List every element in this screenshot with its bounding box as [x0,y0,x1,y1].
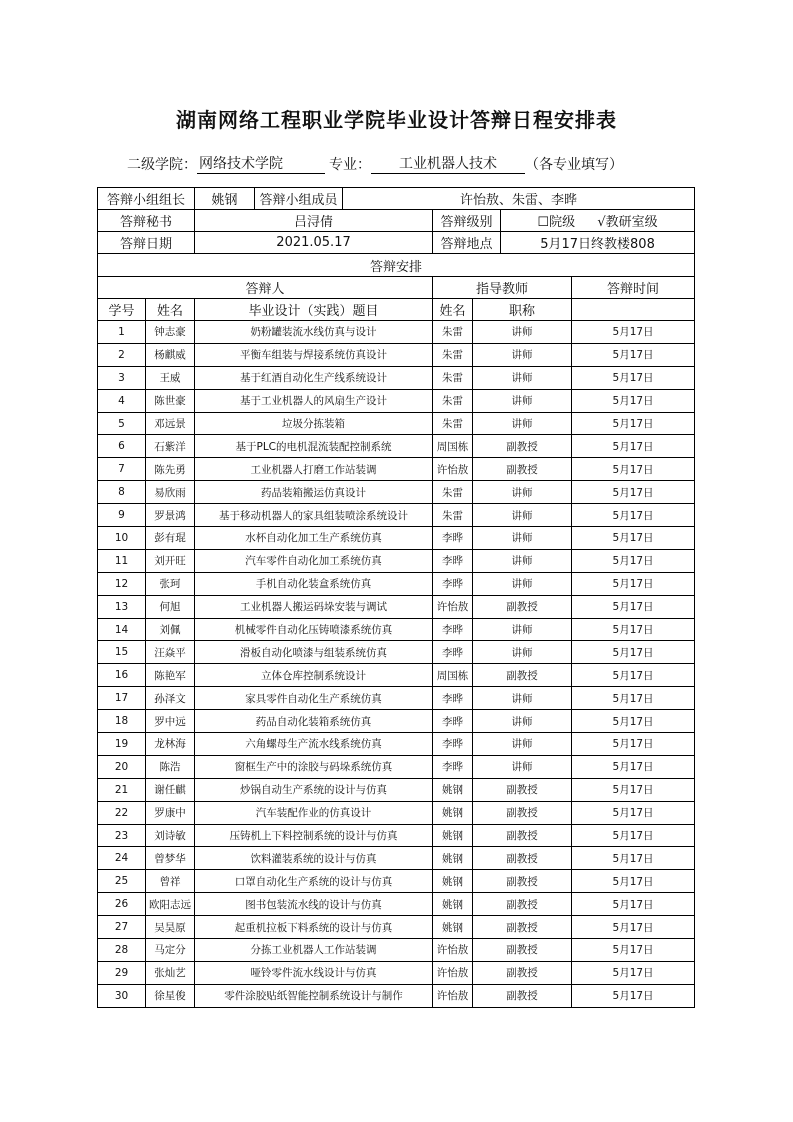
row-time: 5月17日 [572,755,695,778]
row-advisor: 许怡敖 [433,458,473,481]
row-name: 马定分 [146,939,195,962]
row-time: 5月17日 [572,847,695,870]
row-advisor-title: 副教授 [473,939,572,962]
table-row [98,710,695,733]
row-name: 徐星俊 [146,984,195,1007]
row-topic: 哑铃零件流水线设计与仿真 [195,961,433,984]
row-advisor-title: 讲师 [473,755,572,778]
row-time: 5月17日 [572,412,695,435]
row-advisor-title: 讲师 [473,687,572,710]
row-advisor: 许怡敖 [433,984,473,1007]
table-row [98,916,695,939]
row-name: 欧阳志远 [146,893,195,916]
row-name: 张灿艺 [146,961,195,984]
row-name: 陈先勇 [146,458,195,481]
row-advisor: 姚钢 [433,801,473,824]
row-name: 邓远景 [146,412,195,435]
row-name: 孙泽文 [146,687,195,710]
table-row [98,595,695,618]
row-id: 9 [98,504,146,527]
table-row [98,961,695,984]
row-topic: 手机自动化装盒系统仿真 [195,572,433,595]
table-row [98,733,695,756]
row-advisor: 许怡敖 [433,961,473,984]
row-time: 5月17日 [572,710,695,733]
row-topic: 基于工业机器人的风扇生产设计 [195,389,433,412]
row-topic: 口罩自动化生产系统的设计与仿真 [195,870,433,893]
table-row [98,939,695,962]
col-title-header: 职称 [473,299,572,321]
row-topic: 立体仓库控制系统设计 [195,664,433,687]
row-id: 16 [98,664,146,687]
table-row [98,801,695,824]
row-name: 石紫洋 [146,435,195,458]
major-value: 工业机器人技术 [371,153,525,174]
row-time: 5月17日 [572,916,695,939]
row-time: 5月17日 [572,572,695,595]
row-time: 5月17日 [572,366,695,389]
table-row [98,664,695,687]
college-label: 二级学院： [127,157,197,173]
row-topic: 图书包装流水线的设计与仿真 [195,893,433,916]
row-time: 5月17日 [572,961,695,984]
table-row [98,458,695,481]
row-advisor-title: 副教授 [473,664,572,687]
row-topic: 基于PLC的电机混流装配控制系统 [195,435,433,458]
row-time: 5月17日 [572,481,695,504]
major-label: 专业： [329,157,371,173]
row-topic: 汽车装配作业的仿真设计 [195,801,433,824]
col-id-header: 学号 [98,299,146,321]
row-id: 25 [98,870,146,893]
row-advisor: 许怡敖 [433,939,473,962]
row-id: 17 [98,687,146,710]
row-time: 5月17日 [572,939,695,962]
row-id: 3 [98,366,146,389]
row-advisor-title: 讲师 [473,527,572,550]
table-row [98,847,695,870]
col-time-header [572,299,695,321]
row-id: 23 [98,824,146,847]
row-advisor-title: 讲师 [473,343,572,366]
table-row [98,343,695,366]
row-time: 5月17日 [572,527,695,550]
place-value: 5月17日终教楼808 [501,232,695,254]
secretary-value: 吕浔倩 [195,210,433,232]
row-advisor: 朱雷 [433,389,473,412]
row-topic: 工业机器人打磨工作站装调 [195,458,433,481]
row-advisor-title: 副教授 [473,824,572,847]
row-advisor: 李晔 [433,572,473,595]
row-id: 8 [98,481,146,504]
table-row [98,549,695,572]
row-advisor: 周国栋 [433,435,473,458]
row-id: 5 [98,412,146,435]
row-topic: 窗框生产中的涂胶与码垛系统仿真 [195,755,433,778]
table-row [98,618,695,641]
row-time: 5月17日 [572,984,695,1007]
row-id: 29 [98,961,146,984]
row-id: 24 [98,847,146,870]
leader-value: 姚钢 [195,188,255,210]
row-advisor-title: 副教授 [473,916,572,939]
table-row [98,755,695,778]
row-name: 谢任麒 [146,778,195,801]
row-advisor-title: 副教授 [473,435,572,458]
row-advisor-title: 讲师 [473,481,572,504]
row-id: 2 [98,343,146,366]
row-name: 张珂 [146,572,195,595]
row-id: 7 [98,458,146,481]
page-title: 湖南网络工程职业学院毕业设计答辩日程安排表 [176,108,617,132]
level-label: 答辩级别 [433,210,501,232]
row-topic: 基于移动机器人的家具组装喷涂系统设计 [195,504,433,527]
college-value: 网络技术学院 [197,153,325,174]
table-row [98,481,695,504]
row-topic: 工业机器人搬运码垛安装与调试 [195,595,433,618]
row-time: 5月17日 [572,595,695,618]
date-label: 答辩日期 [98,232,195,254]
table-row [98,366,695,389]
row-topic: 压铸机上下料控制系统的设计与仿真 [195,824,433,847]
row-id: 18 [98,710,146,733]
row-topic: 零件涂胶贴纸智能控制系统设计与制作 [195,984,433,1007]
row-name: 刘开旺 [146,549,195,572]
row-name: 罗景鸿 [146,504,195,527]
table-row [98,778,695,801]
level-option-college: ☐院级 [537,215,576,230]
row-id: 15 [98,641,146,664]
table-row [98,321,695,344]
row-advisor-title: 讲师 [473,389,572,412]
row-id: 30 [98,984,146,1007]
row-name: 陈艳军 [146,664,195,687]
row-advisor-title: 副教授 [473,778,572,801]
table-row [98,641,695,664]
row-name: 刘诗敏 [146,824,195,847]
row-topic: 基于红酒自动化生产线系统设计 [195,366,433,389]
row-topic: 滑板自动化喷漆与组装系统仿真 [195,641,433,664]
row-topic: 起重机拉板下料系统的设计与仿真 [195,916,433,939]
table-row [98,824,695,847]
row-name: 陈浩 [146,755,195,778]
row-name: 钟志豪 [146,321,195,344]
row-topic: 机械零件自动化压铸喷漆系统仿真 [195,618,433,641]
row-topic: 饮料灌装系统的设计与仿真 [195,847,433,870]
row-topic: 六角螺母生产流水线系统仿真 [195,733,433,756]
row-advisor: 姚钢 [433,870,473,893]
row-name: 何旭 [146,595,195,618]
row-id: 19 [98,733,146,756]
row-id: 1 [98,321,146,344]
info-line [127,153,623,174]
row-time: 5月17日 [572,687,695,710]
row-topic: 炒锅自动生产系统的设计与仿真 [195,778,433,801]
row-time: 5月17日 [572,549,695,572]
level-option-department: √教研室级 [597,215,658,230]
row-time: 5月17日 [572,618,695,641]
row-advisor-title: 讲师 [473,572,572,595]
row-advisor: 姚钢 [433,847,473,870]
row-advisor: 朱雷 [433,343,473,366]
row-advisor: 姚钢 [433,893,473,916]
row-id: 14 [98,618,146,641]
row-time: 5月17日 [572,664,695,687]
row-advisor: 朱雷 [433,481,473,504]
row-name: 杨麒威 [146,343,195,366]
row-advisor-title: 副教授 [473,984,572,1007]
table-row [98,870,695,893]
time-label: 答辩时间 [572,277,695,299]
row-advisor-title: 副教授 [473,847,572,870]
row-advisor: 李晔 [433,755,473,778]
row-advisor-title: 副教授 [473,595,572,618]
row-name: 彭有琨 [146,527,195,550]
row-name: 曾祥 [146,870,195,893]
row-id: 10 [98,527,146,550]
row-advisor: 朱雷 [433,321,473,344]
row-advisor: 李晔 [433,687,473,710]
row-advisor-title: 讲师 [473,504,572,527]
row-id: 6 [98,435,146,458]
date-value: 2021.05.17 [195,232,433,254]
row-name: 汪焱平 [146,641,195,664]
row-advisor-title: 讲师 [473,733,572,756]
row-advisor: 李晔 [433,527,473,550]
row-advisor-title: 讲师 [473,618,572,641]
table-row [98,389,695,412]
row-topic: 分拣工业机器人工作站装调 [195,939,433,962]
row-id: 11 [98,549,146,572]
row-id: 12 [98,572,146,595]
row-topic: 药品自动化装箱系统仿真 [195,710,433,733]
row-advisor: 朱雷 [433,412,473,435]
col-name-header: 姓名 [146,299,195,321]
row-name: 罗康中 [146,801,195,824]
row-advisor-title: 讲师 [473,710,572,733]
row-advisor: 李晔 [433,710,473,733]
row-advisor-title: 讲师 [473,641,572,664]
row-advisor-title: 副教授 [473,893,572,916]
row-time: 5月17日 [572,870,695,893]
fill-note: （各专业填写） [525,157,623,173]
table-row [98,572,695,595]
row-time: 5月17日 [572,733,695,756]
table-row [98,984,695,1007]
row-name: 吴昊原 [146,916,195,939]
row-advisor-title: 副教授 [473,801,572,824]
row-advisor: 姚钢 [433,916,473,939]
row-id: 20 [98,755,146,778]
row-advisor-title: 讲师 [473,412,572,435]
row-name: 龙林海 [146,733,195,756]
row-advisor-title: 副教授 [473,870,572,893]
members-label: 答辩小组成员 [255,188,343,210]
row-id: 4 [98,389,146,412]
row-name: 刘佩 [146,618,195,641]
row-advisor: 朱雷 [433,366,473,389]
row-advisor: 周国栋 [433,664,473,687]
row-topic: 水杯自动化加工生产系统仿真 [195,527,433,550]
row-name: 陈世豪 [146,389,195,412]
row-time: 5月17日 [572,343,695,366]
secretary-label: 答辩秘书 [98,210,195,232]
level-options [501,210,695,232]
row-advisor: 李晔 [433,733,473,756]
row-id: 27 [98,916,146,939]
row-advisor: 许怡敖 [433,595,473,618]
row-time: 5月17日 [572,641,695,664]
row-time: 5月17日 [572,389,695,412]
row-id: 22 [98,801,146,824]
schedule-label: 答辩安排 [98,254,695,277]
row-time: 5月17日 [572,824,695,847]
row-time: 5月17日 [572,801,695,824]
row-advisor: 姚钢 [433,778,473,801]
row-topic: 汽车零件自动化加工系统仿真 [195,549,433,572]
table-row [98,435,695,458]
leader-label: 答辩小组组长 [98,188,195,210]
row-id: 21 [98,778,146,801]
col-advisor-name-header: 姓名 [433,299,473,321]
row-advisor-title: 讲师 [473,321,572,344]
row-time: 5月17日 [572,435,695,458]
col-topic-header: 毕业设计（实践）题目 [195,299,433,321]
schedule-table [97,187,695,1008]
defender-label: 答辩人 [98,277,433,299]
row-time: 5月17日 [572,321,695,344]
row-name: 罗中远 [146,710,195,733]
row-id: 28 [98,939,146,962]
row-time: 5月17日 [572,778,695,801]
row-name: 曾梦华 [146,847,195,870]
members-value: 许怡敖、朱雷、李晔 [343,188,695,210]
row-topic: 垃圾分拣装箱 [195,412,433,435]
row-topic: 平衡车组装与焊接系统仿真设计 [195,343,433,366]
row-time: 5月17日 [572,504,695,527]
row-time: 5月17日 [572,893,695,916]
table-row [98,687,695,710]
advisor-label: 指导教师 [433,277,572,299]
row-name: 易欣雨 [146,481,195,504]
row-advisor: 姚钢 [433,824,473,847]
table-row [98,893,695,916]
row-advisor-title: 副教授 [473,458,572,481]
row-advisor-title: 副教授 [473,961,572,984]
table-row [98,504,695,527]
row-advisor-title: 讲师 [473,549,572,572]
row-id: 26 [98,893,146,916]
table-row [98,527,695,550]
row-advisor: 李晔 [433,549,473,572]
row-advisor: 朱雷 [433,504,473,527]
row-advisor-title: 讲师 [473,366,572,389]
place-label: 答辩地点 [433,232,501,254]
row-id: 13 [98,595,146,618]
row-name: 王威 [146,366,195,389]
row-advisor: 李晔 [433,618,473,641]
row-topic: 药品装箱搬运仿真设计 [195,481,433,504]
row-advisor: 李晔 [433,641,473,664]
table-row [98,412,695,435]
row-time: 5月17日 [572,458,695,481]
row-topic: 奶粉罐装流水线仿真与设计 [195,321,433,344]
row-topic: 家具零件自动化生产系统仿真 [195,687,433,710]
